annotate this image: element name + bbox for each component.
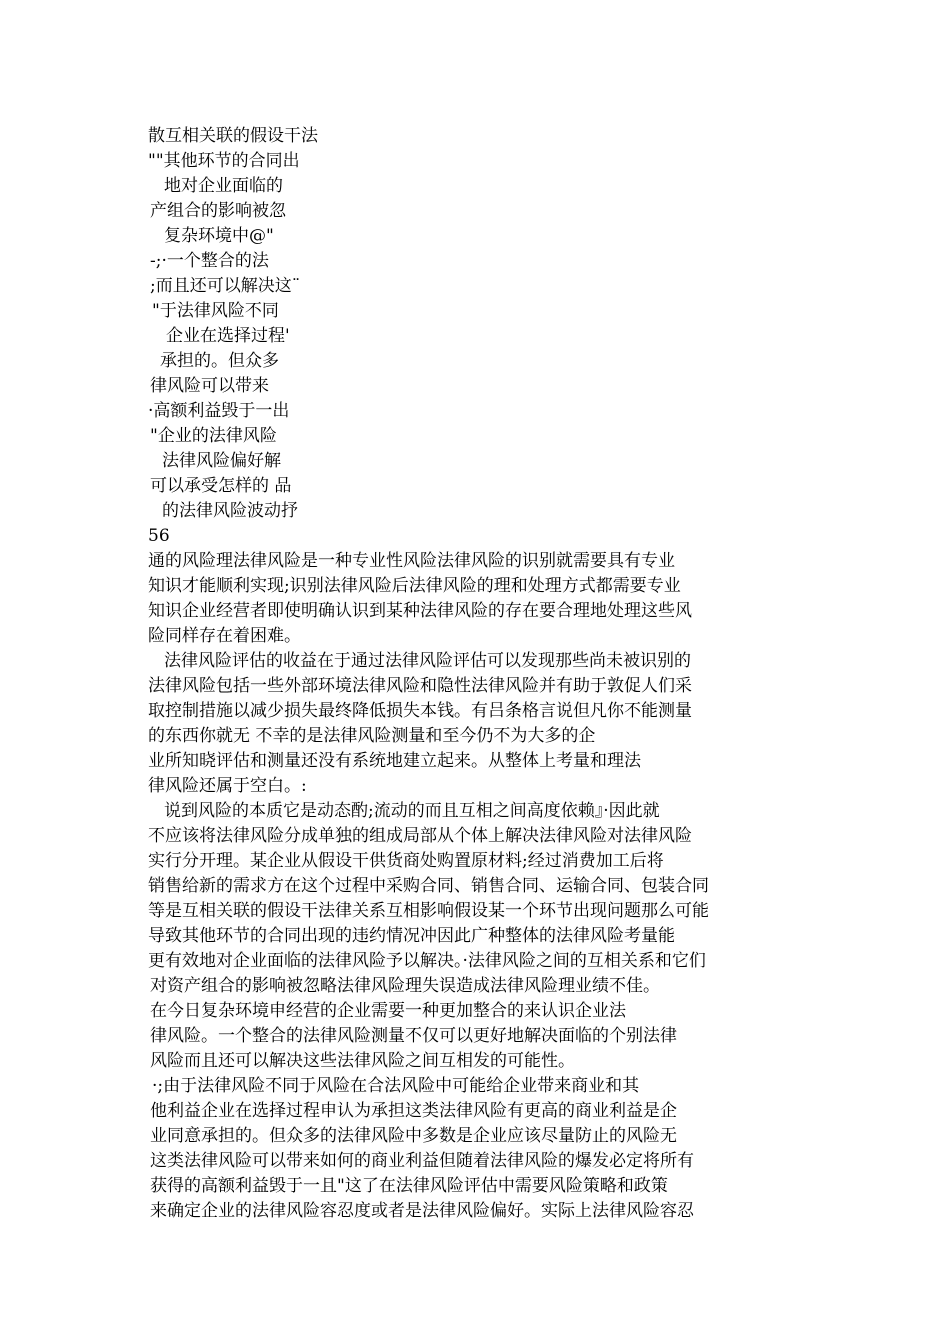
- body-line: 律风险还属于空白。:: [148, 776, 307, 796]
- body-line: 更有效地对企业面临的法律风险予以解决。·法律风险之间的互相关系和它们: [148, 951, 706, 971]
- fragment-line: ""其他环节的合同出: [148, 151, 300, 171]
- fragment-line: -;·一个整合的法: [150, 251, 269, 271]
- body-line: 知识才能顺利实现;识别法律风险后法律风险的理和处理方式都需要专业: [148, 576, 681, 596]
- body-line: 取控制措施以减少损失最终降低损失本钱。有吕条格言说但凡你不能测量: [148, 701, 692, 721]
- body-line: 风险而且还可以解决这些法律风险之间互相发的可能性。: [150, 1051, 575, 1071]
- body-line: 不应该将法律风险分成单独的组成局部从个体上解决法律风险对法律风险: [148, 826, 692, 846]
- body-line: 说到风险的本质它是动态酌;流动的而且互相之间高度依赖』·因此就: [164, 801, 660, 821]
- body-line: 等是互相关联的假设干法律关系互相影响假设某一个环节出现问题那么可能: [148, 901, 709, 921]
- fragment-line: 的法律风险波动抒: [162, 501, 298, 521]
- fragment-line: "企业的法律风险: [150, 426, 277, 446]
- fragment-line: ;而且还可以解决这¨: [150, 276, 301, 296]
- fragment-line: 地对企业面临的: [164, 176, 283, 196]
- fragment-line: 产组合的影响被忽: [150, 201, 286, 221]
- body-line: 业所知晓评估和测量还没有系统地建立起来。从整体上考量和理法: [148, 751, 641, 771]
- body-line: 来确定企业的法律风险容忍度或者是法律风险偏好。实际上法律风险容忍: [150, 1201, 694, 1221]
- fragment-line: "于法律风险不同: [152, 301, 279, 321]
- fragment-line: 律风险可以带来: [150, 376, 269, 396]
- body-line: 在今日复杂环境申经营的企业需要一种更加整合的来认识企业法: [150, 1001, 626, 1021]
- body-line: 险同样存在着困难。: [148, 626, 301, 646]
- body-line: 实行分开理。某企业从假设干供货商处购置原材料;经过消费加工后将: [148, 851, 664, 871]
- fragment-line: 法律风险偏好解: [162, 451, 281, 471]
- fragment-line: 散互相关联的假设干法: [148, 126, 318, 146]
- body-line: 这类法律风险可以带来如何的商业利益但随着法律风险的爆发必定将所有: [150, 1151, 694, 1171]
- fragment-line: ·高额利益毁于一出: [148, 401, 290, 421]
- body-line: 法律风险包括一些外部环境法律风险和隐性法律风险并有助于敦促人们采: [148, 676, 692, 696]
- body-line: ·;由于法律风险不同于风险在合法风险中可能给企业带来商业和其: [152, 1076, 640, 1096]
- fragment-line: 可以承受怎样的 品: [150, 476, 292, 496]
- body-line: 律风险。一个整合的法律风险测量不仅可以更好地解决面临的个别法律: [150, 1026, 677, 1046]
- fragment-line: 承担的。但众多: [160, 351, 279, 371]
- body-line: 对资产组合的影响被忽略法律风险理失误造成法律风险理业绩不佳。: [150, 976, 660, 996]
- body-line: 知识企业经营者即使明确认识到某种法律风险的存在要合理地处理这些风: [148, 601, 692, 621]
- fragment-line: 企业在选择过程': [166, 326, 290, 346]
- body-line: 获得的高额利益毁于一且"这了在法律风险评估中需要风险策略和政策: [150, 1176, 668, 1196]
- body-line: 他利益企业在选择过程申认为承担这类法律风险有更高的商业利益是企: [150, 1101, 677, 1121]
- body-line: 导致其他环节的合同出现的违约情况冲因此广种整体的法律风险考量能: [148, 926, 675, 946]
- body-line: 销售给新的需求方在这个过程中采购合同、销售合同、运输合同、包装合同: [148, 876, 709, 896]
- body-line: 业同意承担的。但众多的法律风险中多数是企业应该尽量防止的风险无: [150, 1126, 677, 1146]
- fragment-line: 复杂环境中@": [164, 226, 274, 246]
- body-line: 法律风险评估的收益在于通过法律风险评估可以发现那些尚未被识别的: [164, 651, 691, 671]
- body-line: 通的风险理法律风险是一种专业性风险法律风险的识别就需要具有专业: [148, 551, 675, 571]
- body-line: 的东西你就无 不幸的是法律风险测量和至今仍不为大多的企: [148, 726, 596, 746]
- page-number: 56: [148, 526, 170, 546]
